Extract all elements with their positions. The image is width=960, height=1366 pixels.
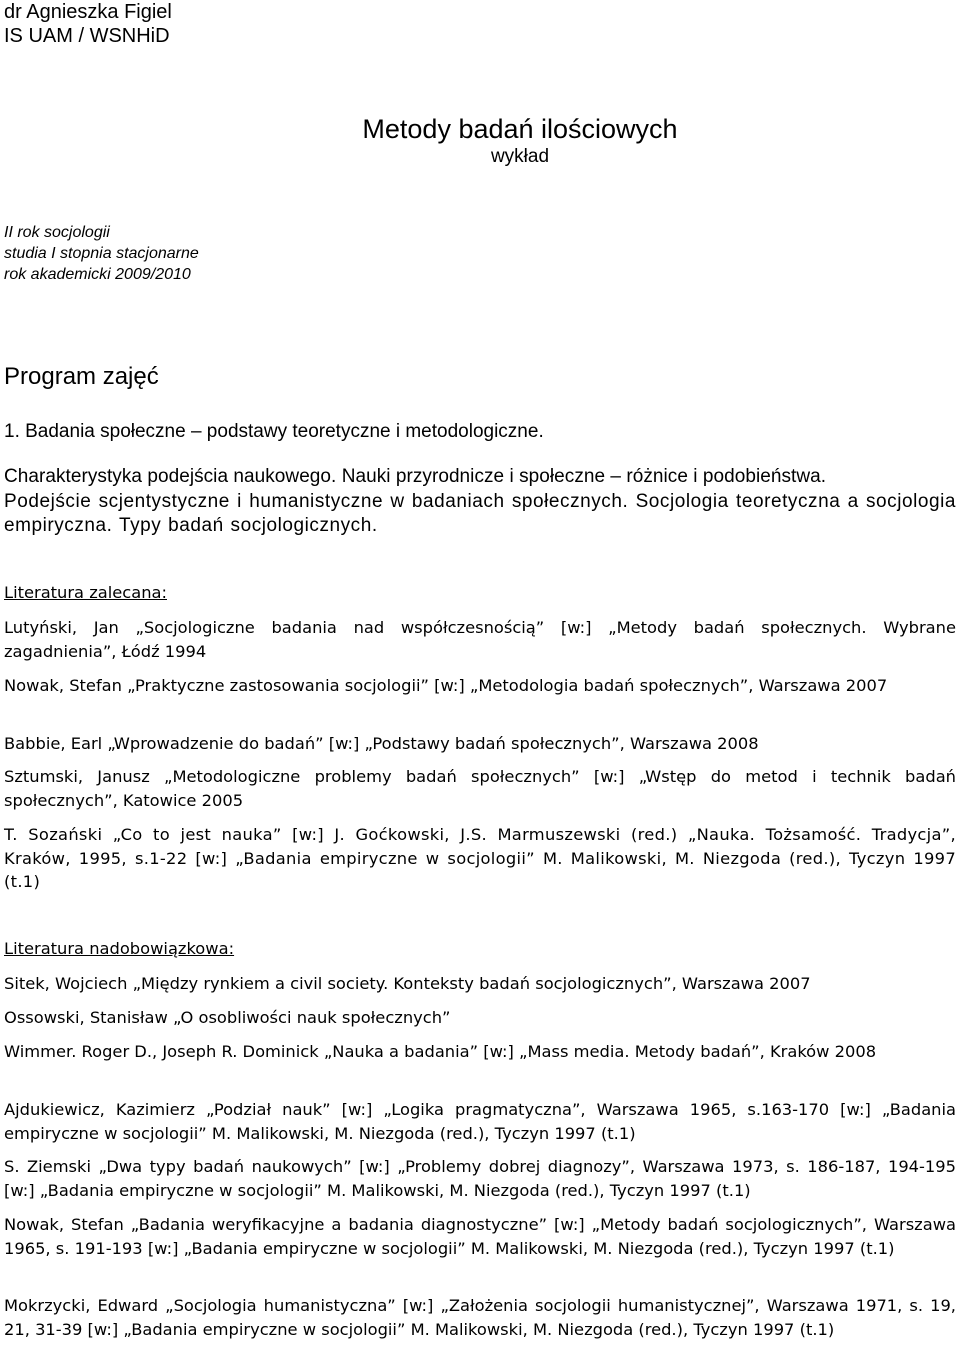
supplementary-entry: Sitek, Wojciech „Między rynkiem a civil society. Konteksty badań socjologicznych”, Warszawa 2007 <box>4 974 811 993</box>
recommended-entry: T. Sozański „Co to jest nauka” [w:] J. Goćkowski, J.S. Marmuszewski (red.) „Nauka. Tożsamość. Tradycja”, Kraków, 1995, s.1-22 [w:] „Badania empiryczne w socjologii” M. Malikowski, M. Niezgoda (red.), Tyczyn 1997 (t.1) <box>4 825 956 891</box>
recommended-entry: Babbie, Earl „Wprowadzenie do badań” [w:] „Podstawy badań społecznych”, Warszawa 2008 <box>4 734 759 753</box>
author-block <box>4 0 172 48</box>
topic-description-paragraph: Podejście scjentystyczne i humanistyczne w badaniach społecznych. Socjologia teoretyczna a socjologia empiryczna. Typy badań socjologicznych. <box>4 490 956 536</box>
document-title: Metody badań ilościowych <box>362 114 678 144</box>
topic-description <box>4 465 956 539</box>
supplementary-entry: Ajdukiewicz, Kazimierz „Podział nauk” [w:] „Logika pragmatyczna”, Warszawa 1965, s.163-170 [w:] „Badania empiryczne w socjologii” M. Malikowski, M. Niezgoda (red.), Tyczyn 1997 (t.1) <box>4 1100 956 1143</box>
course-info <box>4 222 199 285</box>
supplementary-entry: Ossowski, Stanisław „O osobliwości nauk społecznych” <box>4 1008 451 1027</box>
program-heading: Program zajęć <box>4 363 159 390</box>
supplementary-entry: Mokrzycki, Edward „Socjologia humanistyczna” [w:] „Założenia socjologii humanistycznej”, Warszawa 1971, s. 19, 21, 31-39 [w:] „Badania empiryczne w socjologii” M. Malikowski, M. Niezgoda (red.), Tyczyn 1997 (t.1) <box>4 1296 956 1339</box>
title-block <box>0 113 960 169</box>
topic-heading: 1. Badania społeczne – podstawy teoretyczne i metodologiczne. <box>4 421 544 442</box>
topic-description-line: Charakterystyka podejścia naukowego. Nauki przyrodnicze i społeczne – różnice i podobieństwa. <box>4 466 827 487</box>
supplementary-entry: Wimmer. Roger D., Joseph R. Dominick „Nauka a badania” [w:] „Mass media. Metody badań”, Kraków 2008 <box>4 1042 877 1061</box>
supplementary-literature-heading: Literatura nadobowiązkowa: <box>4 939 235 958</box>
author-affiliation: IS UAM / WSNHiD <box>4 25 170 47</box>
recommended-literature-heading: Literatura zalecana: <box>4 583 167 602</box>
document-subtitle: wykład <box>490 146 550 167</box>
supplementary-entry: S. Ziemski „Dwa typy badań naukowych” [w:] „Problemy dobrej diagnozy”, Warszawa 1973, s. 186-187, 194-195 [w:] „Badania empiryczne w socjologii” M. Malikowski, M. Niezgoda (red.), Tyczyn 1997 (t.1) <box>4 1157 956 1200</box>
recommended-entry: Sztumski, Janusz „Metodologiczne problemy badań społecznych” [w:] „Wstęp do metod i technik badań społecznych”, Katowice 2005 <box>4 767 956 810</box>
academic-year: rok akademicki 2009/2010 <box>4 266 191 283</box>
supplementary-entry: Nowak, Stefan „Badania weryfikacyjne a badania diagnostyczne” [w:] „Metody badań socjologicznych”, Warszawa 1965, s. 191-193 [w:] „Badania empiryczne w socjologii” M. Malikowski, M. Niezgoda (red.), Tyczyn 1997 (t.1) <box>4 1215 956 1258</box>
recommended-entry: Nowak, Stefan „Praktyczne zastosowania socjologii” [w:] „Metodologia badań społecznych”, Warszawa 2007 <box>4 676 888 695</box>
course-level: studia I stopnia stacjonarne <box>4 245 199 262</box>
author-name: dr Agnieszka Figiel <box>4 1 172 23</box>
recommended-entry: Lutyński, Jan „Socjologiczne badania nad współczesnością” [w:] „Metody badań społecznych. Wybrane zagadnienia”, Łódź 1994 <box>4 618 956 661</box>
course-year: II rok socjologii <box>4 224 110 241</box>
